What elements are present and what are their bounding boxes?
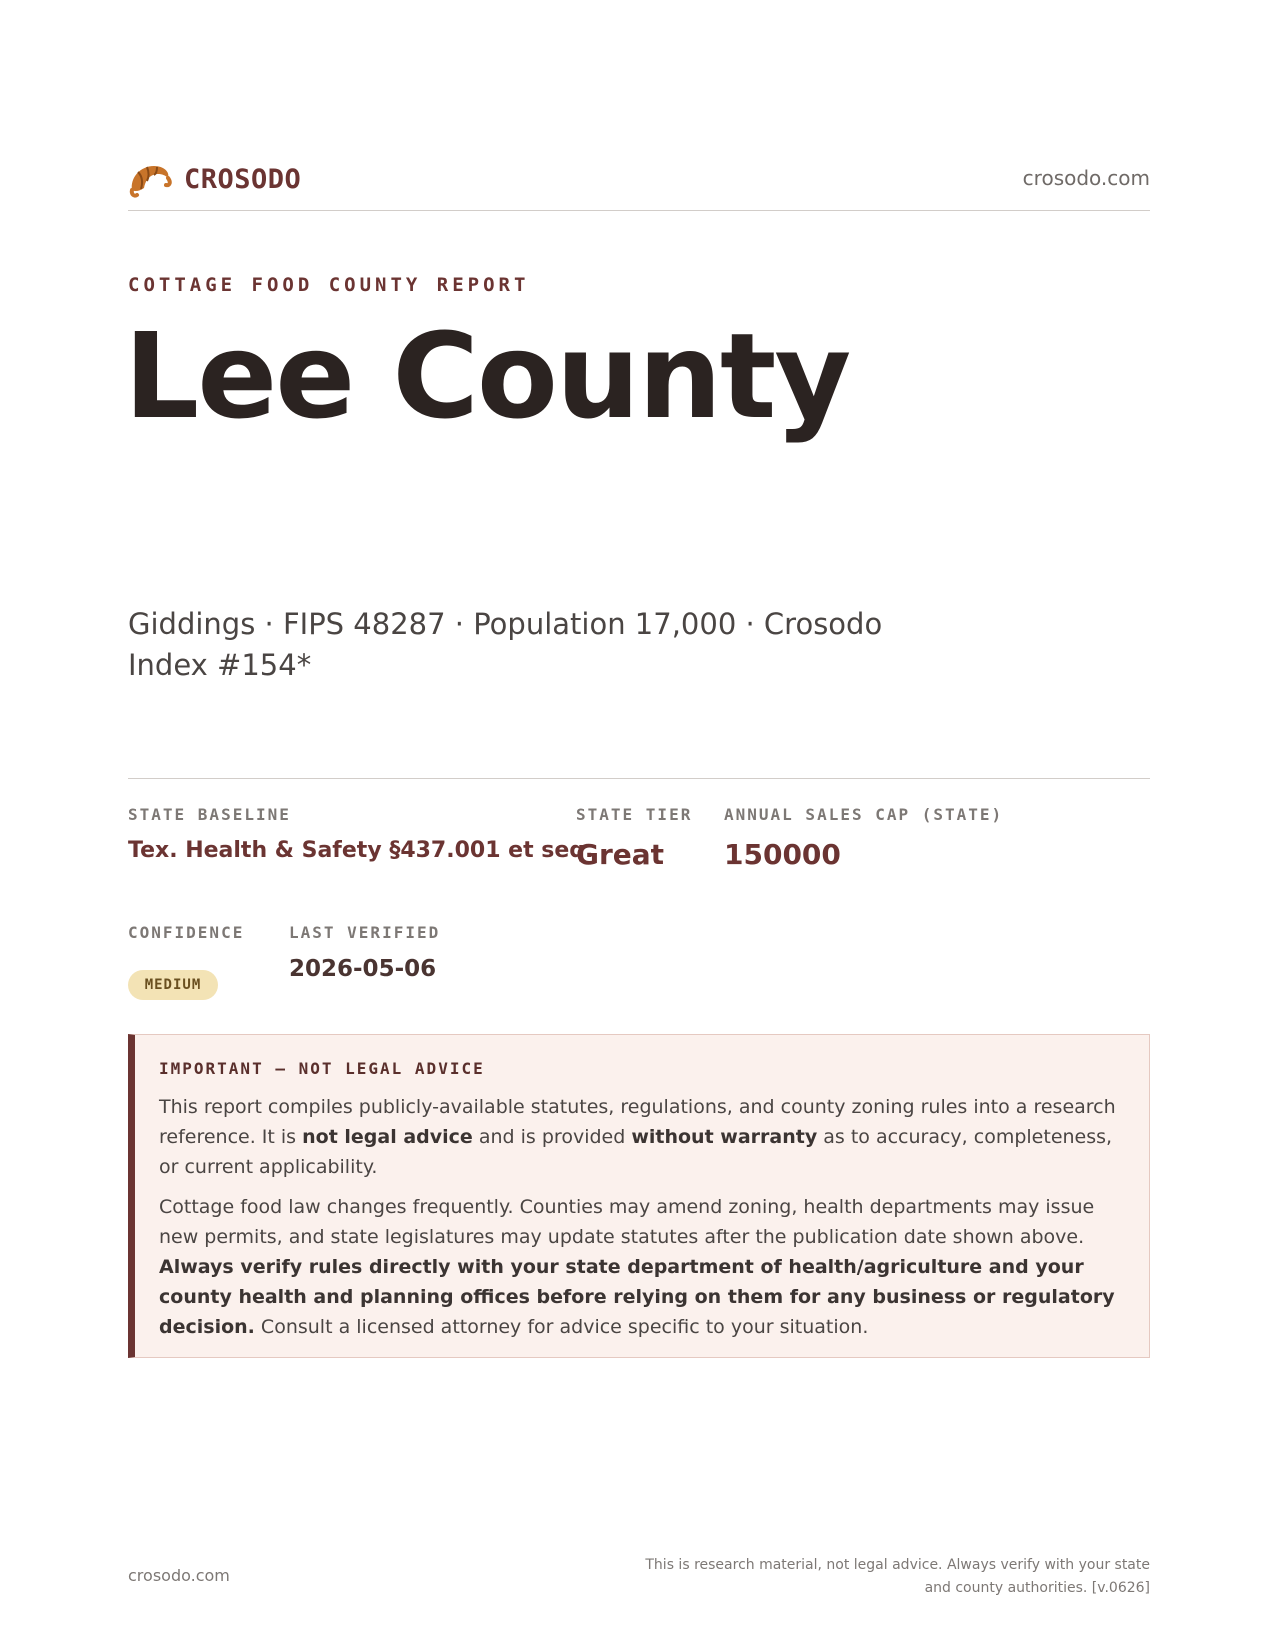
sales-cap-value: 150000	[724, 838, 841, 871]
report-eyebrow: COTTAGE FOOD COUNTY REPORT	[128, 274, 530, 296]
state-tier-value: Great	[576, 838, 665, 871]
footer-disclaimer: This is research material, not legal advice. Always verify with your state and county authorities. [v.0626]	[645, 1557, 1150, 1596]
county-summary: Giddings · FIPS 48287 · Population 17,000 · Crosodo Index #154*	[128, 607, 883, 682]
confidence-label: CONFIDENCE	[128, 923, 245, 942]
last-verified-value: 2026-05-06	[289, 956, 437, 982]
state-baseline-label: STATE BASELINE	[128, 805, 291, 824]
state-tier-label: STATE TIER	[576, 805, 693, 824]
notice-paragraph-1: This report compiles publicly-available statutes, regulations, and county zoning rules into a research reference. It is not legal advice and is provided without warranty as to accuracy, completeness, or current applicability.	[159, 1096, 1116, 1178]
sales-cap-label: ANNUAL SALES CAP (STATE)	[724, 805, 1004, 824]
section-divider	[128, 778, 1150, 779]
state-baseline-value: Tex. Health & Safety §437.001 et seq.	[128, 838, 594, 863]
legal-notice	[128, 1034, 1150, 1358]
header-divider	[128, 210, 1150, 211]
brand-name: CROSODO	[184, 164, 302, 195]
croissant-icon	[128, 160, 172, 200]
page-title: Lee County	[124, 307, 850, 445]
notice-title: IMPORTANT — NOT LEGAL ADVICE	[159, 1059, 485, 1078]
notice-paragraph-2: Cottage food law changes frequently. Counties may amend zoning, health departments may issue new permits, and state legislatures may update statutes after the publication date shown above. Always verify rules directly with your state department of health/agriculture and your county health and planning offices before relying on them for any business or regulatory decision. Consult a licensed attorney for advice specific to your situation.	[159, 1196, 1115, 1338]
confidence-badge: MEDIUM	[128, 970, 218, 1000]
site-link[interactable]: crosodo.com	[1022, 166, 1150, 190]
last-verified-label: LAST VERIFIED	[289, 923, 441, 942]
footer-site[interactable]: crosodo.com	[128, 1566, 230, 1585]
brand-header	[128, 160, 1150, 200]
report-page	[124, 0, 1150, 1650]
